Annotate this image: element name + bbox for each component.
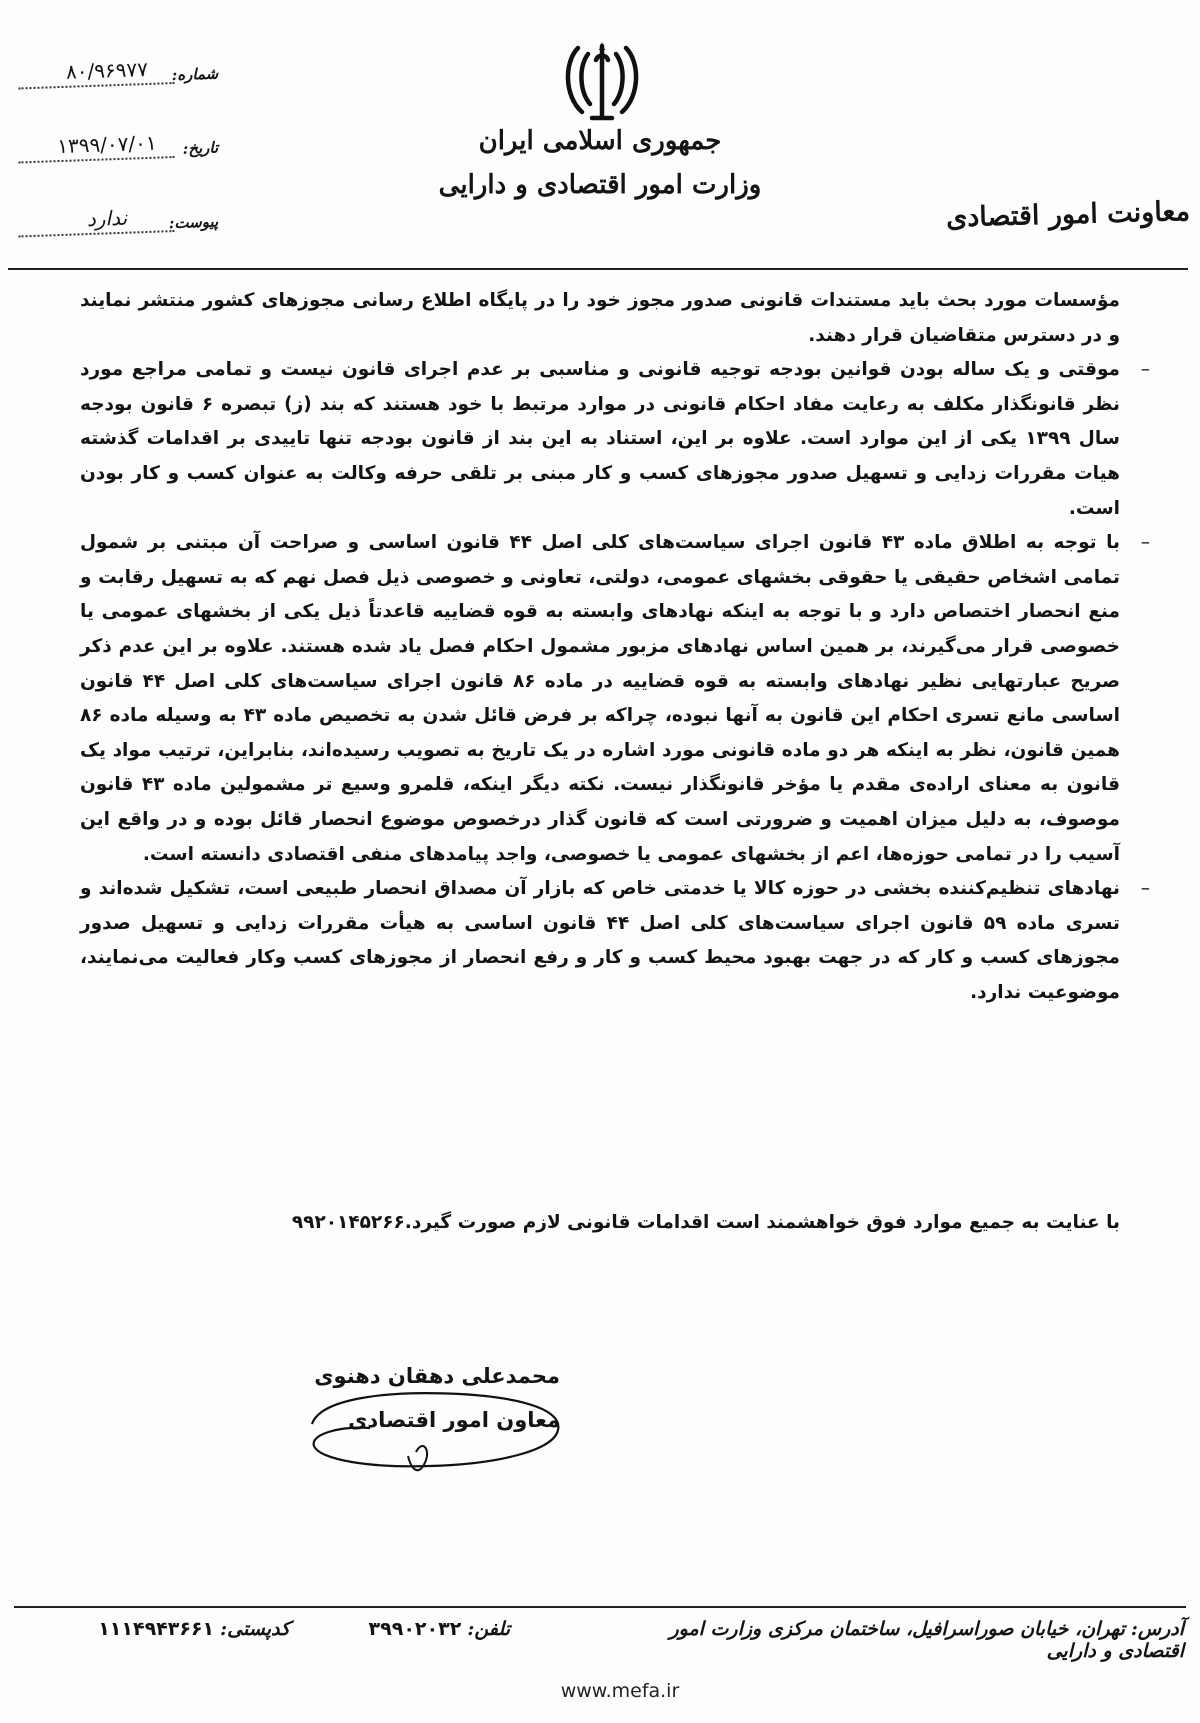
letter-attachment-value: ندارد <box>86 205 128 232</box>
website-link[interactable]: www.mefa.ir <box>560 1680 680 1702</box>
body-paragraph-2: – موقتی و یک ساله بودن قوانین بودجه توجیه قانونی و مناسبی بر عدم اجرای قانون نیست و تمامی مراجع مورد نظر قانونگذار مکلف به رعایت مفاد احکام قانونی در موارد مرتبط با خود هستند که بند (ز) تبصره ۶ قانون بودجه سال ۱۳۹۹ یکی از این موارد است. علاوه بر این، استناد به این بند از قانون بودجه تنها تاییدی بر اقدامات گذشته هیات مقررات زدایی و تسهیل صدور مجوزهای کسب و کار مبنی بر تلقی حرفه وکالت به عنوان کسب و کار بودن است. <box>80 353 1120 526</box>
body-paragraph-4: – نهادهای تنظیم‌کننده بخشی در حوزه کالا یا خدمتی خاص که بازار آن مصداق انحصار طبیعی است، تشکیل شده‌اند و تسری ماده ۵۹ قانون اجرای سیاست‌های کلی اصل ۴۴ قانون اساسی به هیأت مقررات زدایی و تسهیل صدور مجوزهای کسب و کار که در جهت بهبود محیط کسب و کار و رفع انحصار از مجوزهای کسب وکار فعالیت می‌نمایند، موضوعیت ندارد. <box>80 872 1120 1010</box>
letter-number-value: ۸۰/۹۶۹۷۷ <box>65 56 149 84</box>
letter-date-label: تاریخ: <box>182 138 219 158</box>
body-paragraph-3: – با توجه به اطلاق ماده ۴۳ قانون اجرای سیاست‌های کلی اصل ۴۴ قانون اساسی و صراحت آن مبتنی بر شمول تمامی اشخاص حقیقی یا حقوقی بخشهای عمومی، دولتی، تعاونی و خصوصی ذیل فصل نهم که به تسهیل رقابت و منع انحصار اختصاص دارد و با توجه به اینکه نهادهای وابسته به قوه قضاییه قاعدتاً ذیل یکی از بخشهای عمومی یا خصوصی قرار می‌گیرند، بر همین اساس نهادهای مزبور مشمول احکام فصل یاد شده هستند. علاوه بر این عدم ذکر صریح عبارتهایی نظیر نهادهای وابسته به قوه قضاییه در ماده ۸۶ قانون اجرای سیاست‌های کلی اصل ۴۴ قانون اساسی مانع تسری احکام این قانون به آنها نبوده، چراکه بر فرض قائل شدن به تخصیص ماده ۴۳ به وسیله ماده ۸۶ همین قانون، نظر به اینکه هر دو ماده قانونی مورد اشاره در یک تاریخ به تصویب رسیده‌اند، بنابراین، ترتیب مواد یک قانون به معنای اراده‌ی مقدم یا مؤخر قانونگذار نیست. نکته دیگر اینکه، قلمرو وسیع تر مشمولین ماده ۴۳ قانون موصوف، به دلیل میزان اهمیت و ضرورتی است که قانون گذار درخصوص موضوع انحصار قائل بوده و در واقع این آسیب را در تمامی حوزه‌ها، اعم از بخشهای عمومی یا خصوصی، واجد پیامدهای منفی اقتصادی دانسته است. <box>80 526 1120 872</box>
letter-body <box>80 284 1120 1010</box>
government-name: جمهوری اسلامی ایران <box>478 126 722 156</box>
postal-value: ۱۱۱۴۹۴۳۶۶۱ <box>98 1618 215 1640</box>
signatory-title: معاون امور اقتصادی <box>348 1408 560 1432</box>
iran-emblem-icon <box>558 40 646 124</box>
phone-label: تلفن: <box>467 1618 510 1640</box>
deputy-office-name: معاونت امور اقتصادی <box>945 196 1191 234</box>
closing-sentence: با عنایت به جمیع موارد فوق خواهشمند است اقدامات قانونی لازم صورت گیرد.۹۹۲۰۱۴۵۲۶۶ <box>291 1212 1120 1233</box>
address-label: آدرس: <box>1130 1618 1184 1640</box>
letter-number-field <box>17 51 218 94</box>
letter-date-value: ۱۳۹۹/۰۷/۰۱ <box>56 130 158 159</box>
postal-label: کدپستی: <box>220 1618 290 1640</box>
signatory-name: محمدعلی دهقان دهنوی <box>314 1364 560 1388</box>
footer-divider <box>14 1606 1186 1608</box>
signature-block <box>300 1360 570 1480</box>
footer-postal-code <box>50 1618 290 1640</box>
footer-phone <box>330 1618 510 1640</box>
header-divider <box>8 268 1188 270</box>
letter-date-field <box>17 125 218 168</box>
ministry-name: وزارت امور اقتصادی و دارایی <box>438 170 762 200</box>
footer-address <box>624 1618 1184 1662</box>
body-paragraph-1: مؤسسات مورد بحث باید مستندات قانونی صدور مجوز خود را در پایگاه اطلاع رسانی مجوزهای کشور منتشر نمایند و در دسترس متقاضیان قرار دهند. <box>80 290 1120 346</box>
phone-value: ۳۹۹۰۲۰۳۲ <box>368 1618 462 1640</box>
address-value: تهران، خیابان صوراسرافیل، ساختمان مرکزی وزارت امور اقتصادی و دارایی <box>669 1618 1184 1662</box>
letter-attachment-label: پیوست: <box>168 212 219 233</box>
letter-number-label: شماره: <box>171 64 219 85</box>
letter-attachment-field <box>17 199 218 242</box>
